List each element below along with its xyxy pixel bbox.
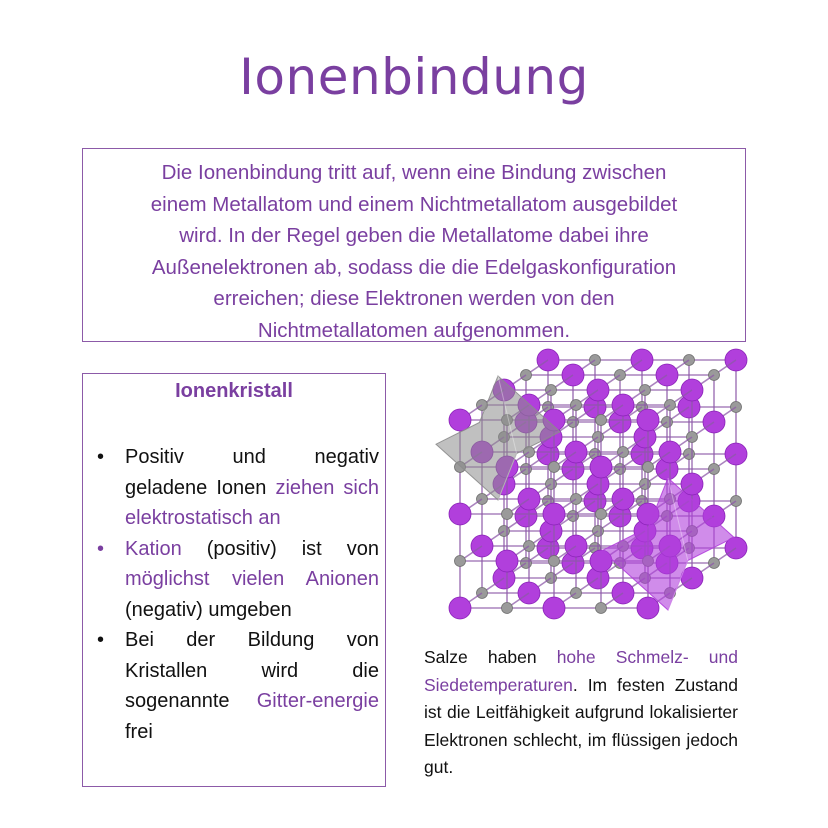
lattice-ion	[590, 456, 612, 478]
bullet-icon: •	[97, 446, 105, 468]
intro-line: erreichen; diese Elektronen werden von den	[213, 287, 615, 310]
lattice-ion	[637, 597, 659, 619]
lattice-ion	[543, 597, 565, 619]
ionenkristall-box	[82, 373, 386, 787]
lattice-ion	[596, 509, 607, 520]
lattice-ion	[596, 415, 607, 426]
salze-paragraph: Salze haben hohe Schmelz- und Siedetemperaturen. Im festen Zustand ist die Leitfähigkeit aufgrund lokalisierter Elektronen schlecht, im flüssigen jedoch gut.	[424, 647, 738, 777]
list-item: • Positiv und negativ geladene Ionen ziehen sich elektrostatisch an	[89, 442, 379, 534]
page-title: Ionenbindung	[239, 48, 589, 106]
lattice-ion	[502, 509, 513, 520]
intro-line: Nichtmetallatomen aufgenommen.	[257, 318, 571, 342]
lattice-ion	[543, 503, 565, 525]
intro-line: Die Ionenbindung tritt auf, wenn eine Bindung zwischen	[161, 161, 667, 184]
lattice-ion	[502, 603, 513, 614]
bullet-icon: •	[97, 537, 105, 560]
intro-line: einem Metallatom und einem Nichtmetallatom ausgebildet	[150, 192, 678, 216]
list-item: • Kation (positiv) ist von möglichst vielen Anionen (negativ) umgeben	[89, 534, 379, 626]
octahedron-shape	[436, 376, 560, 500]
lattice-ion	[496, 550, 518, 572]
lattice-ion	[455, 556, 466, 567]
intro-line: Außenelektronen ab, sodass die die Edelgaskonfiguration	[151, 255, 677, 279]
ionenkristall-heading: Ionenkristall	[175, 380, 293, 402]
lattice-ion	[449, 597, 471, 619]
lattice-ion	[449, 409, 471, 431]
bullet-icon: •	[97, 629, 105, 651]
lattice-ion	[637, 409, 659, 431]
lattice-ion	[549, 462, 560, 473]
intro-line: wird. In der Regel geben die Metallatome dabei ihre	[179, 224, 649, 247]
lattice-ion	[449, 503, 471, 525]
intro-box	[82, 148, 746, 342]
lattice-ion	[643, 462, 654, 473]
ionic-crystal-lattice-icon	[408, 346, 748, 636]
lattice-ion	[549, 556, 560, 567]
lattice-ion	[596, 603, 607, 614]
crystal-lattice-svg	[408, 346, 748, 636]
ionenkristall-list	[89, 442, 379, 747]
list-item: • Bei der Bildung von Kristallen wird die sogenannte Gitter-energie frei	[89, 625, 379, 747]
